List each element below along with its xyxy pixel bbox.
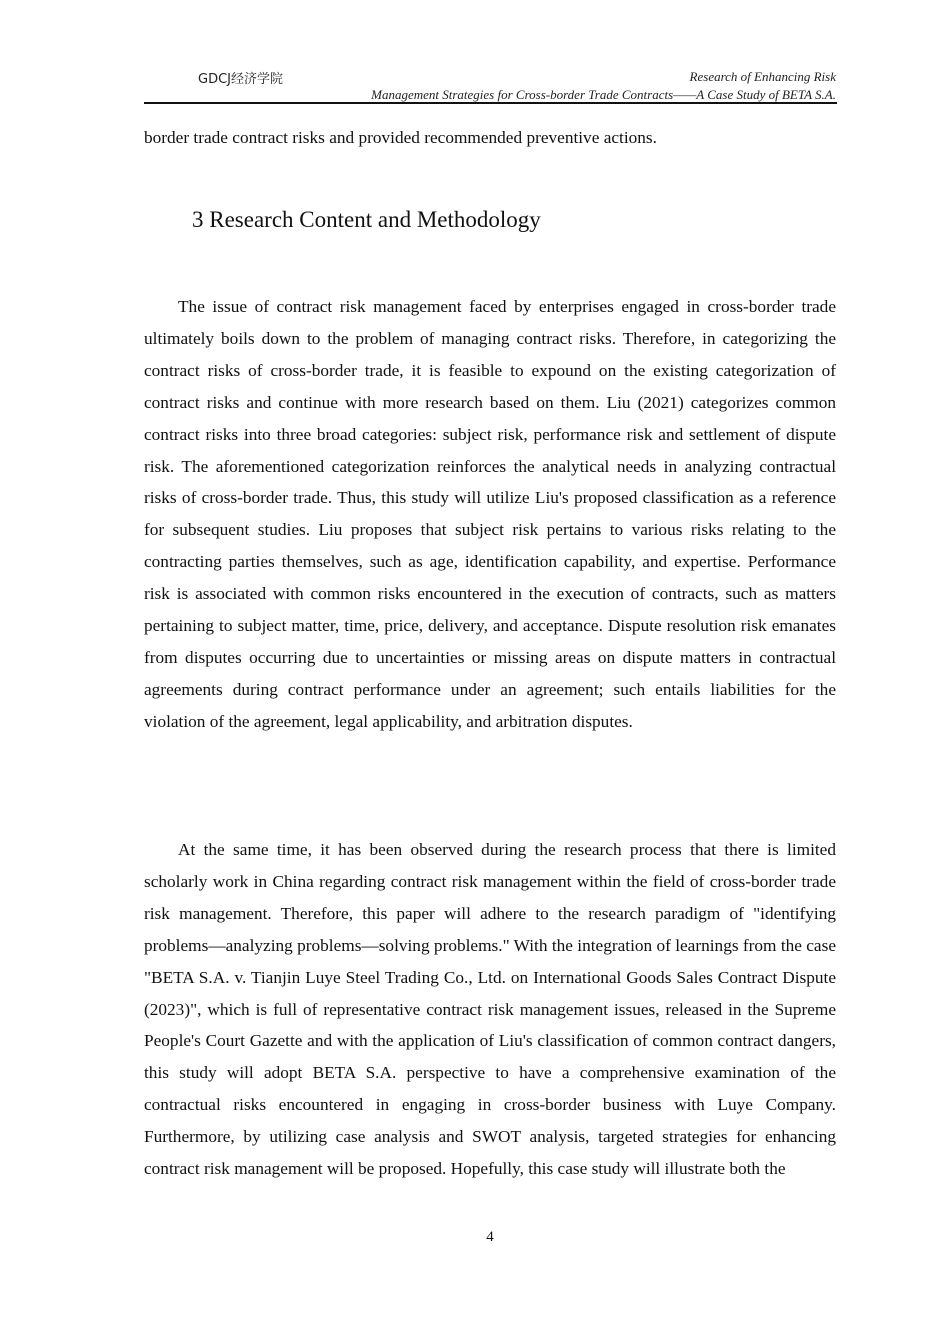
header-institution: GDCJ经济学院 <box>198 72 283 87</box>
header-running-title <box>371 68 836 104</box>
header-rule <box>144 102 837 104</box>
header-title-line-1: Research of Enhancing Risk <box>689 69 836 84</box>
page-number: 4 <box>486 1229 494 1245</box>
body-paragraph-2: At the same time, it has been observed during the research process that there is limited scholarly work in China regarding contract risk management within the field of cross-border trade risk management. Therefore, this paper will adhere to the research paradigm of "identifying problems—analyzing problems—solving problems." With the integration of learnings from the case "BETA S.A. v. Tianjin Luye Steel Trading Co., Ltd. on International Goods Sales Contract Dispute (2023)", which is full of representative contract risk management issues, released in the Supreme People's Court Gazette and with the application of Liu's classification of common contract dangers, this study will adopt BETA S.A. perspective to have a comprehensive examination of the contractual risks encountered in engaging in cross-border business with Luye Company. Furthermore, by utilizing case analysis and SWOT analysis, targeted strategies for enhancing contract risk management will be proposed. Hopefully, this case study will illustrate both the <box>144 840 836 1179</box>
body-paragraph-1: The issue of contract risk management faced by enterprises engaged in cross-border trade ultimately boils down to the problem of managing contract risks. Therefore, in categorizing the contract risks of cross-border trade, it is feasible to expound on the existing categorization of contract risks and continue with more research based on them. Liu (2021) categorizes common contract risks into three broad categories: subject risk, performance risk and settlement of dispute risk. The aforementioned categorization reinforces the analytical needs in analyzing contractual risks of cross-border trade. Thus, this study will utilize Liu's proposed classification as a reference for subsequent studies. Liu proposes that subject risk pertains to various risks relating to the contracting parties themselves, such as age, identification capability, and expertise. Performance risk is associated with common risks encountered in the execution of contracts, such as matters pertaining to subject matter, time, price, delivery, and acceptance. Dispute resolution risk emanates from disputes occurring due to uncertainties or missing areas on dispute matters in contractual agreements during contract performance under an agreement; such entails liabilities for the violation of the agreement, legal applicability, and arbitration disputes. <box>144 297 836 731</box>
section-heading: 3 Research Content and Methodology <box>192 207 541 232</box>
header-title-line-2: Management Strategies for Cross-border Trade Contracts——A Case Study of BETA S.A. <box>371 87 836 102</box>
carryover-text: border trade contract risks and provided recommended preventive actions. <box>144 128 657 147</box>
